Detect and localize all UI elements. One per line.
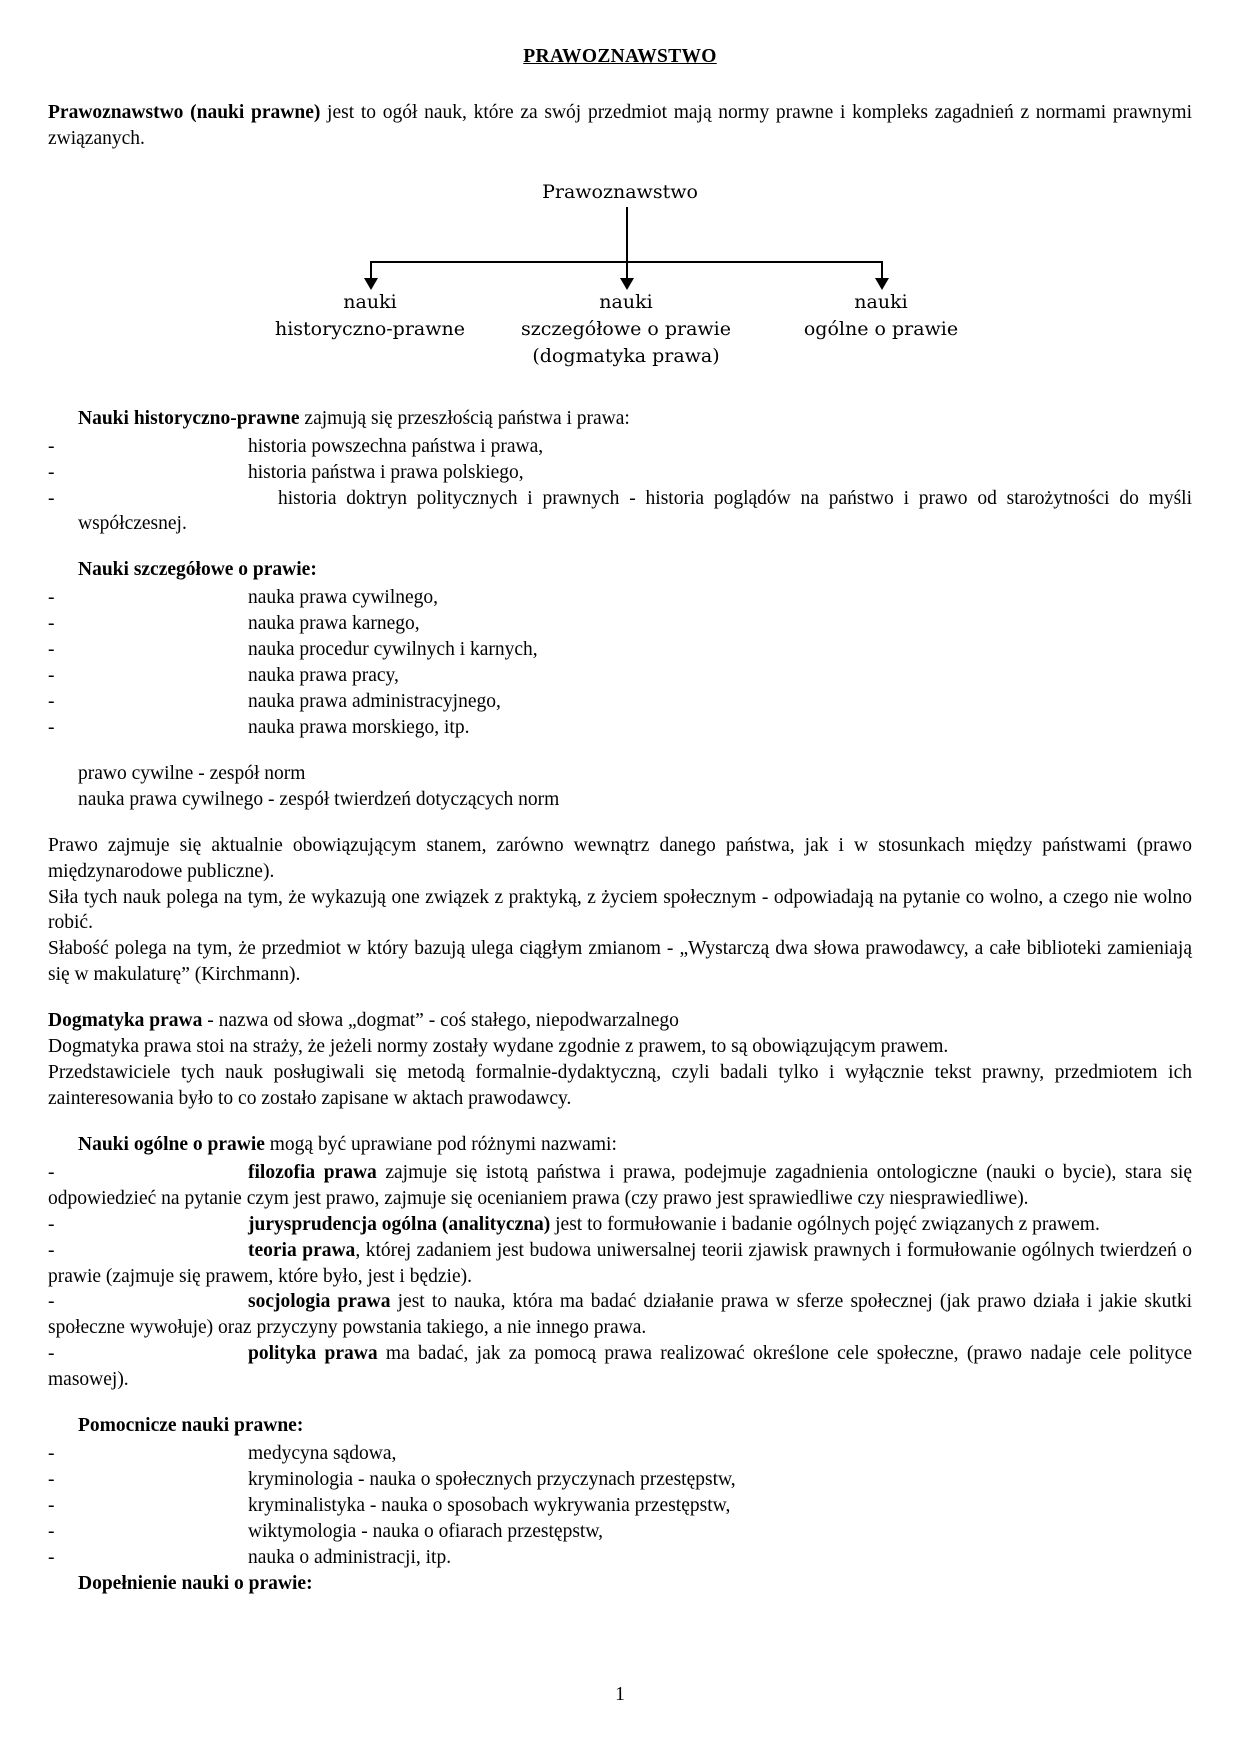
diagram-branch-3-line1: nauki: [854, 290, 908, 313]
szczegolowe-heading-bold: Nauki szczegółowe o prawie:: [78, 559, 317, 581]
ogolne-item-1: [48, 1160, 1192, 1212]
dash-marker: -: [48, 1161, 55, 1183]
ogolne-item-2: [48, 1212, 1192, 1238]
dash-marker: -: [48, 665, 55, 687]
dash-marker: -: [48, 587, 55, 609]
dash-marker: -: [48, 639, 55, 661]
list-item: [48, 585, 1192, 611]
szczegolowe-item-2: nauka prawa karnego,: [248, 613, 420, 635]
dogmatyka-line-3: Przedstawiciele tych nauk posługiwali się metodą formalnie-dydaktyczną, czyli badali tylko i wyłącznie tekst prawny, przedmiotem ich zainteresowania było to co zostało zapisane w aktach prawodawcy.: [48, 1062, 1192, 1109]
dash-marker: -: [48, 1213, 55, 1235]
list-item: [48, 611, 1192, 637]
dogmatyka-lead-rest: - nazwa od słowa „dogmat” - coś stałego, niepodwarzalnego: [202, 1010, 679, 1032]
dogmatyka-line-2: Dogmatyka prawa stoi na straży, że jeżeli normy zostały wydane zgodnie z prawem, to są obowiązującym prawem.: [48, 1036, 949, 1058]
dash-marker: -: [48, 461, 55, 483]
list-item: [48, 663, 1192, 689]
dash-marker: -: [48, 1343, 55, 1365]
section-ogolne: [48, 1132, 1192, 1393]
list-item: [48, 1238, 1192, 1290]
historyczno-item-3: historia doktryn politycznych i prawnych - historia poglądów na państwo i prawo od starożytności do myśli współczesnej.: [78, 487, 1192, 535]
intro-paragraph: [48, 100, 1192, 152]
list-item: [48, 1441, 1192, 1467]
dash-marker: -: [48, 1468, 55, 1490]
szczegolowe-heading: [78, 557, 1192, 583]
ogolne-item-4: [48, 1289, 1192, 1341]
ogolne-item-3-bold: teoria prawa: [248, 1239, 356, 1261]
diagram-root-label: Prawoznawstwo: [542, 180, 698, 203]
szczegolowe-item-1: nauka prawa cywilnego,: [248, 587, 439, 609]
list-item: [48, 1212, 1192, 1238]
prawo-paragraph-2: Siła tych nauk polega na tym, że wykazują one związek z praktyką, z życiem społecznym - odpowiadają na pytanie co wolno, a czego nie wolno robić.: [48, 886, 1192, 934]
dash-marker: -: [48, 690, 55, 712]
list-item: [48, 1289, 1192, 1341]
historyczno-heading: [78, 406, 1192, 432]
list-item: [48, 1519, 1192, 1545]
list-item: [48, 1341, 1192, 1393]
list-item: [48, 460, 1192, 486]
diagram-trunk-line: [626, 207, 628, 262]
ogolne-item-4-rest: jest to nauka, która ma badać działanie prawa w sferze społecznej (jak prawo działa i jakie skutki społeczne wywołuje) oraz przyczyny powstania takiego, a nie innego prawa.: [48, 1291, 1192, 1339]
intro-bold-lead: Prawoznawstwo (nauki prawne): [48, 101, 321, 123]
section-historyczno-prawne: [48, 406, 1192, 538]
pomocnicze-item-1: medycyna sądowa,: [248, 1443, 397, 1465]
pomocnicze-heading: [78, 1413, 1192, 1439]
szczegolowe-item-3: nauka procedur cywilnych i karnych,: [248, 639, 538, 661]
dash-marker: -: [48, 716, 55, 738]
definicja-prawo-cywilne: prawo cywilne - zespół norm: [78, 762, 306, 784]
szczegolowe-item-4: nauka prawa pracy,: [248, 665, 399, 687]
historyczno-item-1: historia powszechna państwa i prawa,: [248, 435, 544, 457]
pomocnicze-item-2: kryminologia - nauka o społecznych przyczynach przestępstw,: [248, 1468, 736, 1490]
intro-rest: jest to ogół nauk, które za swój przedmiot mają normy prawne i kompleks zagadnień z normami prawnymi związanych.: [48, 101, 1192, 149]
dash-marker: -: [48, 1546, 55, 1568]
section-prawo-paragraphs: [48, 833, 1192, 989]
dogmatyka-lead: [48, 1008, 1192, 1034]
definicja-nauka-prawa-cywilnego: nauka prawa cywilnego - zespół twierdzeń dotyczących norm: [78, 788, 560, 810]
diagram-branch-3-line2: ogólne o prawie: [803, 317, 959, 340]
list-item: [48, 1493, 1192, 1519]
prawoznawstwo-tree-diagram: [48, 174, 1192, 386]
diagram-branch-1: [230, 289, 510, 343]
ogolne-heading: [78, 1132, 1192, 1158]
dash-marker: -: [48, 1443, 55, 1465]
diagram-branch-2-line2: szczegółowe o prawie: [520, 317, 732, 340]
section-dogmatyka: [48, 1008, 1192, 1112]
ogolne-item-1-rest: zajmuje się istotą państwa i prawa, podejmuje zagadnienia ontologiczne (nauki o bycie), stara się odpowiedzieć na pytanie czym jest prawo, zajmuje się ocenianiem prawa (czy prawo jest sprawiedliwe czy niesprawiedliwe).: [48, 1161, 1192, 1209]
list-item: [48, 1467, 1192, 1493]
diagram-branch-1-line2: historyczno-prawne: [274, 317, 466, 340]
pomocnicze-item-3: kryminalistyka - nauka o sposobach wykrywania przestępstw,: [248, 1494, 731, 1516]
list-item: [48, 486, 1192, 538]
diagram-branch-1-line1: nauki: [343, 290, 397, 313]
dash-marker: -: [48, 1291, 55, 1313]
szczegolowe-item-5: nauka prawa administracyjnego,: [248, 690, 501, 712]
dash-marker: -: [48, 1494, 55, 1516]
pomocnicze-heading-bold: Pomocnicze nauki prawne:: [78, 1415, 304, 1437]
ogolne-item-5: [48, 1341, 1192, 1393]
prawo-paragraph-3: Słabość polega na tym, że przedmiot w który bazują ulega ciągłym zmianom - „Wystarczą dwa słowa prawodawcy, a całe biblioteki zamieniają się w makulaturę” (Kirchmann).: [48, 938, 1192, 986]
dopelnienie-heading-bold: Dopełnienie nauki o prawie:: [78, 1572, 313, 1594]
diagram-branch-2-line1: nauki: [599, 290, 653, 313]
ogolne-item-3-rest: , której zadaniem jest budowa uniwersalnej teorii zjawisk prawnych i formułowanie ogólnych twierdzeń o prawie (zajmuje się prawem, które było, jest i będzie).: [48, 1239, 1192, 1287]
ogolne-item-2-bold: jurysprudencja ogólna (analityczna): [248, 1213, 551, 1235]
historyczno-heading-bold: Nauki historyczno-prawne: [78, 407, 300, 429]
list-item: [48, 689, 1192, 715]
page-title: PRAWOZNAWSTWO: [523, 46, 717, 67]
diagram-branch-3: [746, 289, 1016, 343]
historyczno-heading-rest: zajmują się przeszłością państwa i prawa:: [299, 407, 630, 429]
ogolne-item-4-bold: socjologia prawa: [248, 1291, 391, 1313]
dash-marker: -: [48, 1239, 55, 1261]
ogolne-item-1-bold: filozofia prawa: [248, 1161, 377, 1183]
szczegolowe-item-6: nauka prawa morskiego, itp.: [248, 716, 470, 738]
historyczno-item-2: historia państwa i prawa polskiego,: [248, 461, 524, 483]
list-item: [48, 637, 1192, 663]
list-item: [48, 434, 1192, 460]
ogolne-item-5-bold: polityka prawa: [248, 1343, 378, 1365]
dash-marker: -: [48, 487, 55, 509]
section-pomocnicze: [48, 1413, 1192, 1596]
list-item: [48, 1160, 1192, 1212]
dash-marker: -: [48, 1520, 55, 1542]
ogolne-heading-rest: mogą być uprawiane pod różnymi nazwami:: [264, 1133, 617, 1155]
prawo-paragraph-1: Prawo zajmuje się aktualnie obowiązującym stanem, zarówno wewnątrz danego państwa, jak i w stosunkach między państwami (prawo międzynarodowe publiczne).: [48, 834, 1192, 882]
dash-marker: -: [48, 435, 55, 457]
ogolne-heading-bold: Nauki ogólne o prawie: [78, 1133, 265, 1155]
diagram-root-node: [48, 180, 1192, 205]
pomocnicze-item-4: wiktymologia - nauka o ofiarach przestępstw,: [248, 1520, 604, 1542]
dopelnienie-heading: [78, 1571, 1192, 1597]
section-definicje: [48, 761, 1192, 813]
page-number: 1: [615, 1684, 625, 1706]
list-item: [48, 715, 1192, 741]
diagram-branch-2: [481, 289, 771, 370]
ogolne-item-2-rest: jest to formułowanie i badanie ogólnych pojęć związanych z prawem.: [550, 1213, 1100, 1235]
list-item: [48, 1545, 1192, 1571]
section-szczegolowe: [48, 557, 1192, 740]
ogolne-item-5-rest: ma badać, jak za pomocą prawa realizować określone cele społeczne, (prawo nadaje cele polityce masowej).: [48, 1343, 1192, 1391]
diagram-branch-2-line3: (dogmatyka prawa): [532, 344, 720, 367]
pomocnicze-item-5: nauka o administracji, itp.: [248, 1546, 452, 1568]
dogmatyka-lead-bold: Dogmatyka prawa: [48, 1010, 203, 1032]
ogolne-item-3: [48, 1238, 1192, 1290]
dash-marker: -: [48, 613, 55, 635]
